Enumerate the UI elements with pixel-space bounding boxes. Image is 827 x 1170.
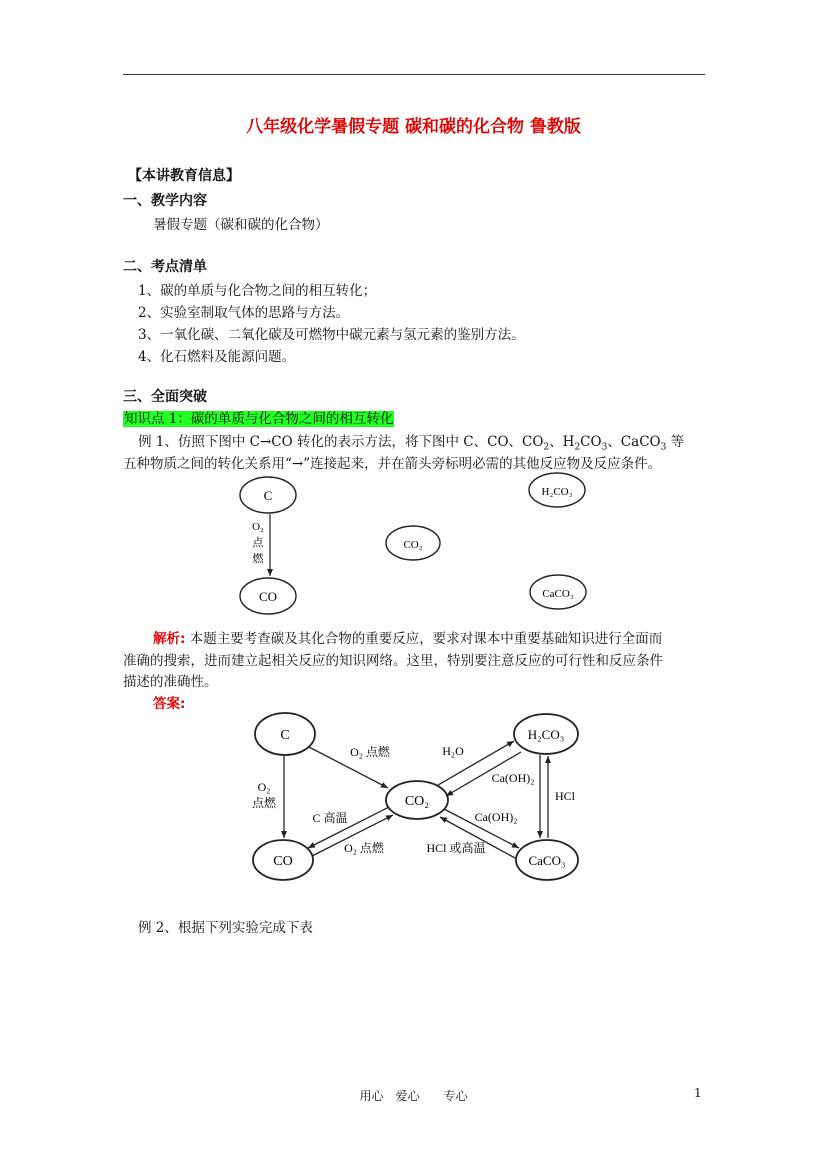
checklist-item: 4、化石燃料及能源问题。 [138, 349, 296, 365]
q-node-h2co3-label: H₂CO₃ [541, 486, 573, 498]
a-label-c-co-1: O₂ [257, 780, 271, 794]
answer-label: 答案: [153, 696, 186, 712]
analysis-line-2: 准确的搜索，进而建立起相关反应的知识网络。这里，特别要注意反应的可行性和反应条件 [123, 653, 663, 669]
section-1-text: 暑假专题（碳和碳的化合物） [153, 217, 329, 233]
page-number: 1 [694, 1086, 702, 1100]
q-node-h2co3 [529, 473, 585, 507]
section-2-heading: 二、考点清单 [123, 259, 207, 275]
checklist-item: 2、实验室制取气体的思路与方法。 [138, 305, 350, 321]
a-label-h2co3-co2: Ca(OH)₂ [491, 771, 535, 785]
a-label-co-co2: O₂ 点燃 [344, 841, 384, 855]
example-2: 例 2、根据下列实验完成下表 [138, 920, 313, 936]
a-node-caco3-label: CaCO₃ [528, 853, 566, 868]
q-node-co2-label: CO₂ [403, 539, 423, 551]
a-node-caco3 [516, 840, 578, 880]
a-node-co2-label: CO₂ [404, 794, 430, 809]
a-label-c-co2: O₂ 点燃 [350, 745, 390, 759]
a-label-h2co3-caco3: HCl [554, 789, 576, 803]
analysis-line-1: 解析: 本题主要考查碳及其化合物的重要反应，要求对课本中重要基础知识进行全面而 [153, 631, 663, 647]
q-arrow-label-o2: O₂ [252, 521, 264, 533]
section-1-heading: 一、教学内容 [123, 193, 207, 209]
analysis-label: 解析: [153, 631, 186, 647]
footer-text: 用心 爱心 专心 [359, 1089, 468, 1103]
a-label-co2-caco3: Ca(OH)₂ [474, 810, 518, 824]
q-arrow-label-ran: 燃 [252, 553, 264, 565]
q-node-caco3-label: CaCO₃ [542, 588, 574, 600]
knowledge-point-1-highlight: 知识点 1：碳的单质与化合物之间的相互转化 [124, 411, 394, 427]
section-info: 【本讲教育信息】 [128, 168, 240, 184]
analysis-line-3: 描述的准确性。 [123, 674, 218, 690]
q-node-co [240, 578, 296, 614]
a-node-c-label: C [280, 728, 290, 743]
page-title: 八年级化学暑假专题 碳和碳的化合物 鲁教版 [246, 117, 581, 137]
q-node-caco3 [530, 575, 586, 609]
a-node-h2co3 [514, 714, 578, 754]
checklist-item: 1、碳的单质与化合物之间的相互转化； [138, 283, 377, 299]
a-label-co2-co: C 高温 [312, 811, 348, 825]
q-node-co-label: CO [258, 589, 278, 604]
a-label-caco3-co2: HCl 或高温 [426, 841, 486, 855]
a-node-co-label: CO [273, 854, 293, 869]
q-node-co2 [386, 526, 440, 560]
example-1-line-1: 例 1、仿照下图中 C→CO 转化的表示方法，将下图中 C、CO、$CO_2$、$H_2CO_3$、CaCO$_3$ 等 [138, 434, 685, 453]
a-label-c-co-2: 点燃 [251, 796, 277, 810]
a-label-co2-h2co3: H₂O [442, 744, 464, 758]
q-node-c [240, 477, 296, 513]
a-node-h2co3-label: H₂CO₃ [527, 727, 565, 742]
checklist-item: 3、一氧化碳、二氧化碳及可燃物中碳元素与氢元素的鉴别方法。 [138, 327, 525, 343]
example-1-line-2: 五种物质之间的转化关系用“→”连接起来，并在箭头旁标明必需的其他反应物及反应条件。 [123, 456, 662, 472]
q-arrow-label-dian: 点 [252, 537, 264, 549]
section-3-heading: 三、全面突破 [123, 389, 207, 405]
a-node-c [255, 713, 315, 755]
a-node-co [253, 840, 313, 880]
q-node-c-label: C [263, 488, 273, 503]
a-node-co2 [386, 781, 448, 819]
answer-diagram [252, 713, 578, 880]
